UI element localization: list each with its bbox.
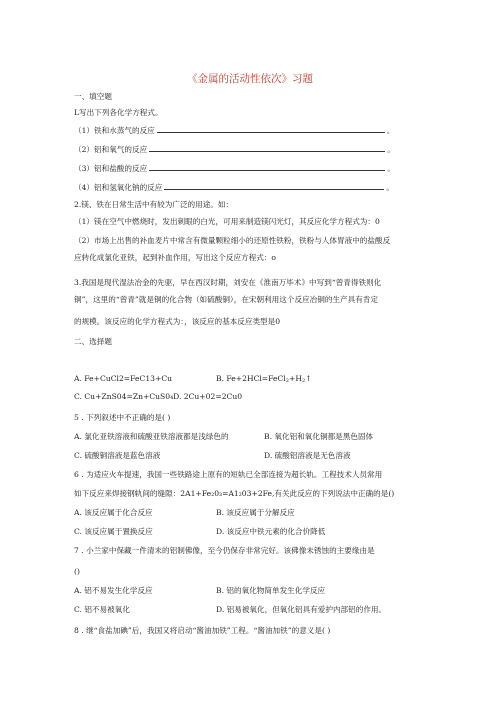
question-1-item-4: （4）铝和氢氧化钠的反应 。 bbox=[74, 183, 394, 192]
question-5-option-c: C. 硫酸铜溶液是蓝色溶液 bbox=[74, 451, 161, 460]
question-2-line-2: （2）市场上出售的补血麦片中常含有微量颗粒细小的还原性铁粉，铁粉与人体胃液中的盐酸反 bbox=[74, 236, 391, 245]
question-7-option-d: D. 铝易被氧化，但氧化铝具有爱护内部铝的作用。 bbox=[216, 605, 387, 614]
question-2-stem: 2.镁、铁在日常生活中有较为广泛的用途。如： bbox=[74, 200, 234, 209]
question-1-item-1: （1）铁和水蒸气的反应 。 bbox=[74, 126, 395, 135]
question-1-item-3: （3）铝和盐酸的反应 。 bbox=[74, 164, 395, 173]
question-5-stem: 5 . 下列叙述中不正确的是( ) bbox=[74, 413, 171, 422]
section-heading-fill-blank: 一、填空题 bbox=[74, 92, 112, 101]
question-1-item-2: （2）铝和氧气的反应 。 bbox=[74, 145, 395, 154]
question-4-option-c-d: C. Cu+ZnS04=Zn+CuS0₄D. 2Cu+02=2Cu0 bbox=[74, 392, 243, 401]
question-2-line-1: （1）镁在空气中燃烧时，发出刺眼的白光，可用来制造镁闪光灯，其反应化学方程式为：0 bbox=[74, 217, 380, 226]
question-8-line-1: 8 . 继“食盐加碘”后，我国又将启动“酱油加铁”工程。“酱油加铁”的意义是( ) bbox=[74, 626, 331, 635]
question-7-option-c: C. 铝不易被氧化 bbox=[74, 605, 130, 614]
question-3-line-3: 的规模。该反应的化学方程式为：，该反应的基本反应类型是0 bbox=[74, 317, 281, 326]
question-6-option-c: C. 该反应属于置换反应 bbox=[74, 527, 153, 536]
question-7-line-1: 7 . 小兰家中保藏一件清末的铝制佛像，至今仍保存非常完好。该佛像未锈蚀的主要缘由是 bbox=[74, 546, 375, 555]
answer-blank bbox=[149, 162, 385, 171]
question-3-line-2: 铜”，这里的“曾青”就是铜的化合物（如硫酸铜），在宋朝利用这个反应冶铜的生产具有肯定 bbox=[74, 295, 378, 304]
question-2-line-3: 应转化成氯化亚铁，起到补血作用，写出这个反应方程式：o bbox=[74, 253, 277, 262]
question-4-option-b: B. $Fe+2HCl=FeCl_2+H_2↑$ bbox=[216, 374, 312, 384]
answer-blank bbox=[149, 143, 385, 152]
question-6-option-b: B. 该反应属于分解反应 bbox=[216, 508, 295, 517]
question-6-option-a: A. 该反应属于化合反应 bbox=[74, 508, 153, 517]
question-7-option-b: B. 铝的氧化物简单发生化学反应 bbox=[216, 586, 326, 595]
question-1-stem: L写出下列各化学方程式。 bbox=[74, 108, 163, 117]
question-3-line-1: 3.我国是现代湿法冶金的先驱，早在西汉时期，刘安在《淮南万毕术》中写到“曾青得铁则化 bbox=[74, 278, 382, 287]
question-6-option-d: D. 该反应中铁元素的化合价降低 bbox=[216, 527, 326, 536]
question-4-option-a: A. Fe+CuCl2=FeC13+Cu bbox=[74, 374, 173, 383]
question-5-option-a: A. 氯化亚铁溶液和硫酸亚铁溶液都是浅绿色的 bbox=[74, 432, 229, 441]
answer-blank bbox=[164, 181, 384, 190]
question-7-line-2: () bbox=[74, 567, 80, 576]
question-6-line-2: 如下反应来焊接钢轨间的缝隙：2A1+Fe₂0₃=A1₂03+2Fe,有关此反应的下列说法中正确的是() bbox=[74, 489, 395, 498]
question-6-line-1: 6 . 为适应火车提速，我国一些铁路途上原有的短轨已全部连接为超长轨。工程技术人员常用 bbox=[74, 470, 383, 479]
section-heading-multiple-choice: 二、选择题 bbox=[74, 337, 112, 346]
question-5-option-b: B. 氧化铝和氧化铜都是黑色固体 bbox=[264, 432, 374, 441]
question-5-option-d: D. 硫酸铝溶液是无色溶液 bbox=[264, 451, 351, 460]
page-title: 《金属的活动性依次》习题 bbox=[187, 73, 313, 85]
answer-blank bbox=[157, 124, 385, 133]
question-7-option-a: A. 铝不易发生化学反应 bbox=[74, 586, 153, 595]
